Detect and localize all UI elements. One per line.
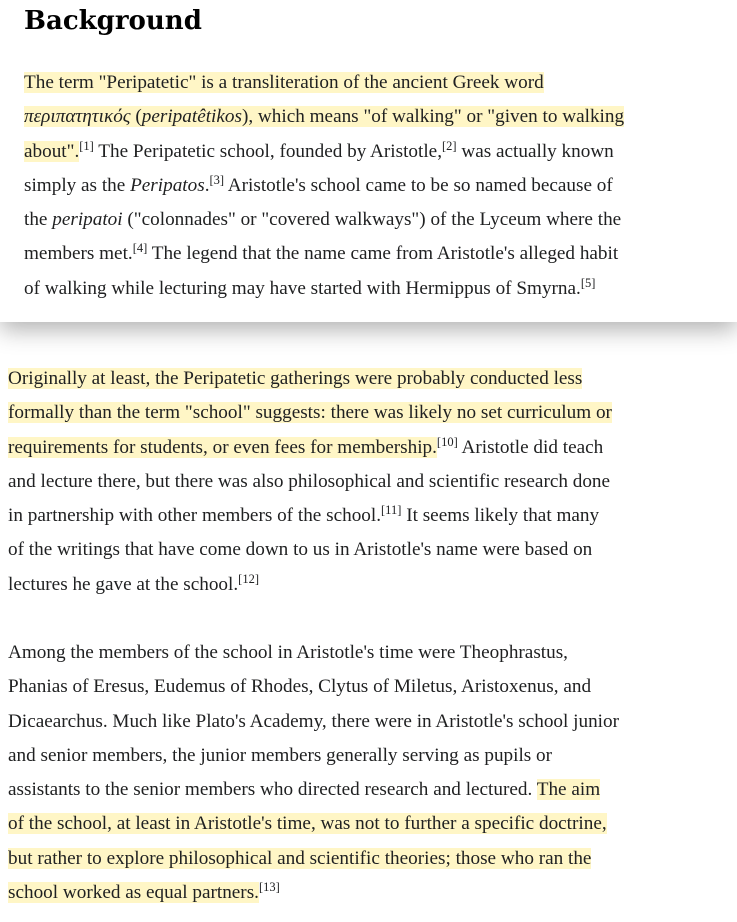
text-fragment: lectures he gave at the school. [8, 573, 239, 595]
reference-link[interactable]: [4] [132, 241, 148, 256]
text-fragment: ( [130, 106, 142, 128]
text-fragment: school worked as equal partners. [8, 882, 259, 904]
text-line: Originally at least, the Peripatetic gatherings were probably conducted less [8, 368, 583, 389]
text-line: Phanias of Eresus, Eudemus of Rhodes, Clytus of Miletus, Aristoxenus, and [8, 676, 592, 698]
section-heading: Background [24, 6, 202, 36]
text-fragment: simply as the [24, 174, 131, 196]
text-line: but rather to explore philosophical and scientific theories; those who ran the [8, 847, 592, 869]
text-fragment: requirements for students, or even fees for membership. [8, 436, 437, 458]
paragraph-3 [8, 636, 619, 910]
text-line: of the school, at least in Aristotle's time, was not to further a specific doctrine, [8, 813, 607, 835]
text-fragment: The aim [536, 779, 601, 801]
text-line: The term "Peripatetic" is a transliteration of the ancient Greek word [24, 72, 544, 93]
text-fragment: Aristotle did teach [457, 436, 604, 458]
text-fragment: of walking while lecturing may have started with Hermippus of Smyrna. [24, 277, 581, 299]
text-fragment: It seems likely that many [401, 505, 600, 527]
reference-link[interactable]: [3] [209, 172, 225, 187]
text-line: formally than the term "school" suggests: there was likely no set curriculum or [8, 402, 612, 424]
emphasis: Peripatos [130, 174, 205, 196]
text-line: of the writings that have come down to us in Aristotle's name were based on [8, 539, 593, 561]
reference-link[interactable]: [10] [436, 434, 458, 449]
reference-link[interactable]: [13] [258, 880, 280, 895]
text-line: Among the members of the school in Aristotle's time were Theophrastus, [8, 642, 568, 663]
background-section-card [0, 0, 737, 322]
text-fragment: ), which means "of walking" or "given to walking [241, 106, 625, 128]
text-line: and lecture there, but there was also philosophical and scientific research done [8, 470, 611, 492]
text-fragment: assistants to the senior members who directed research and lectured. [8, 779, 537, 801]
text-fragment: was actually known [456, 140, 614, 162]
text-line: Dicaearchus. Much like Plato's Academy, there were in Aristotle's school junior [8, 710, 619, 732]
text-fragment: Aristotle's school came to be so named because of [224, 174, 613, 196]
text-fragment: The legend that the name came from Aristotle's alleged habit [147, 243, 619, 265]
paragraph-2 [8, 362, 612, 602]
text-line: and senior members, the junior members generally serving as pupils or [8, 744, 553, 766]
text-fragment: the [24, 209, 53, 231]
paragraph-1: The term "Peripatetic" is a transliteration of the ancient Greek word περιπατητικός (peripatêtikos), which means "of walking" or "given to walking about".[1] The Peripatetic school, founded by Aristotle,[2] was actually known simply as the Peripatos.[3] Aristotle's school came to be so named because of the peripatoi ("colonnades" or "covered walkways") of the Lyceum where the members met.[4] The legend that the name came from Aristotle's alleged habit of walking while lecturing may have started with Hermippus of Smyrna.[5] [24, 72, 625, 299]
text-fragment: The Peripatetic school, founded by Aristotle, [93, 140, 442, 162]
text-fragment: ("colonnades" or "covered walkways") of the Lyceum where the [122, 209, 622, 231]
text-fragment: about". [24, 140, 80, 162]
reference-link[interactable]: [1] [79, 138, 94, 153]
reference-link[interactable]: [12] [238, 571, 259, 586]
emphasis: peripatoi [52, 209, 123, 231]
text-fragment: in partnership with other members of the school. [8, 505, 382, 527]
text-fragment: members met. [24, 243, 133, 265]
reference-link[interactable]: [11] [381, 503, 402, 518]
greek-word: περιπατητικός [24, 106, 131, 128]
reference-link[interactable]: [2] [442, 138, 457, 153]
reference-link[interactable]: [5] [580, 275, 596, 290]
transliteration: peripatêtikos [141, 106, 242, 128]
